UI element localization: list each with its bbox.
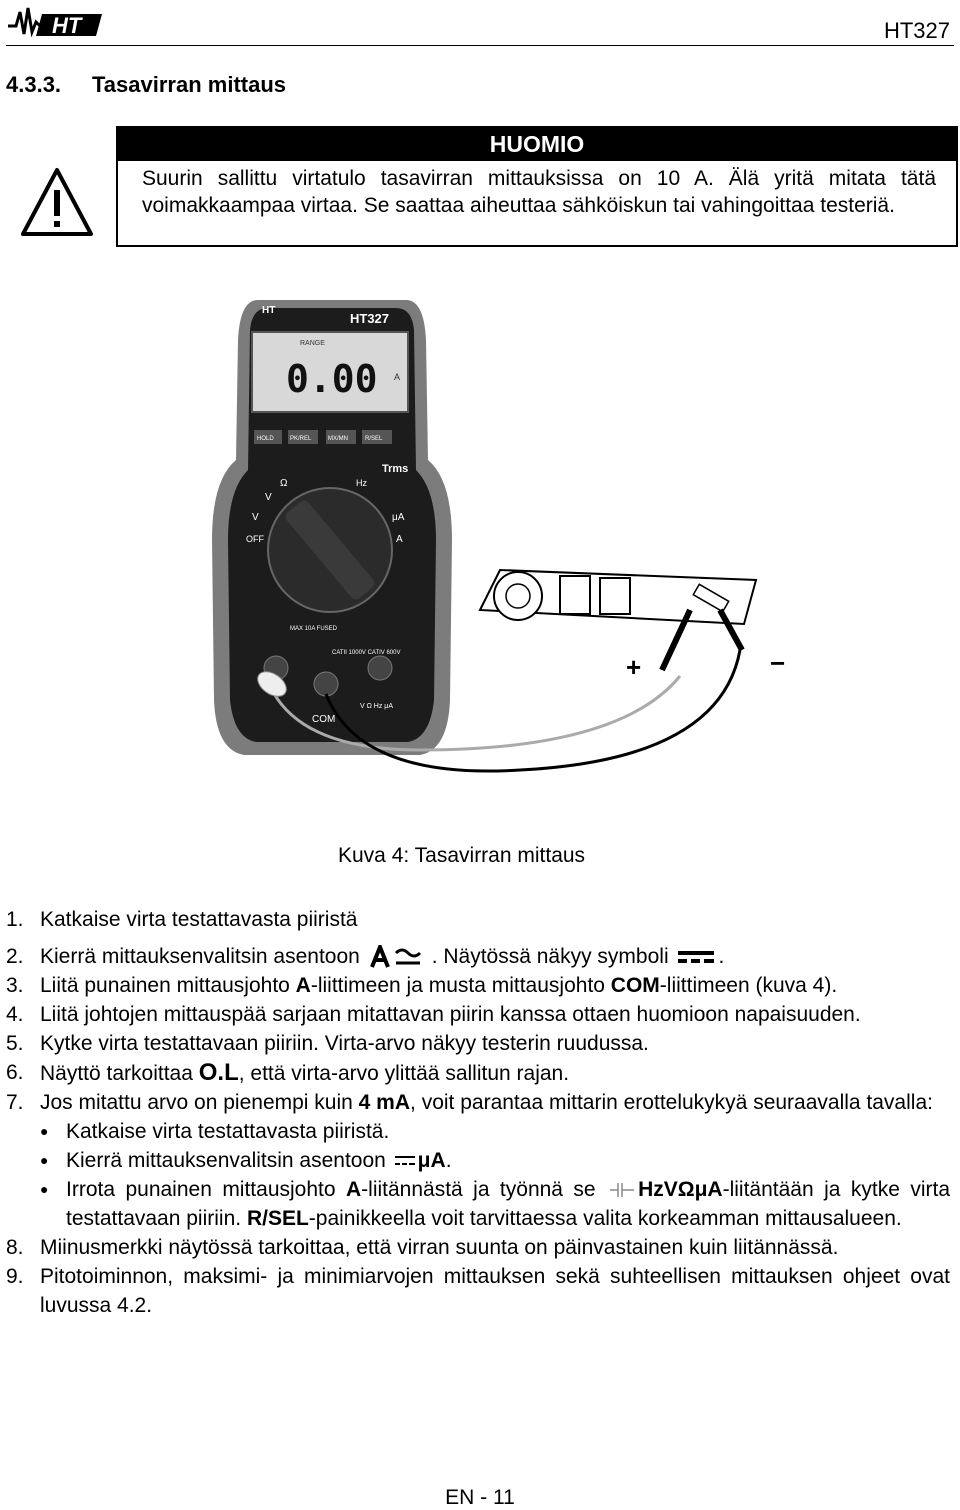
ht-logo	[6, 4, 106, 40]
ol-indicator: O.L	[198, 1059, 239, 1086]
warning-text: Suurin sallittu virtatulo tasavirran mittauksissa on 10 A. Älä yritä mitata tätä voimakkaampaa virtaa. Se saattaa aiheuttaa sähköiskun tai vahingoittaa testeriä.	[142, 167, 936, 217]
step-text: Liitä punainen mittausjohto A-liittimeen ja musta mittausjohto COM-liittimeen (kuva 4).	[40, 974, 838, 997]
step-7-bullets	[40, 1117, 950, 1233]
capacitor-diode-icon	[608, 1180, 636, 1200]
hold-label: HOLD	[257, 436, 274, 442]
meter-model: HT327	[350, 311, 390, 326]
logo-waveform	[8, 8, 40, 34]
bullet-icon: ●	[40, 1152, 49, 1168]
step-9	[6, 1262, 950, 1320]
section-number: 4.3.3.	[6, 72, 62, 97]
warning-title: HUOMIO	[118, 128, 956, 161]
plus-sign: +	[626, 652, 642, 682]
capacitor	[560, 576, 590, 614]
dial-trms: Trms	[382, 463, 409, 475]
step-2	[6, 942, 950, 971]
step-5	[6, 1029, 950, 1058]
display-value: 0.00	[286, 357, 378, 401]
step-6	[6, 1058, 950, 1088]
dial-label-ua: μA	[392, 512, 405, 523]
step-number: 8.	[6, 1236, 24, 1259]
display-range: RANGE	[300, 340, 325, 347]
bullet-item: ● Kierrä mittauksenvalitsin asentoon μA.	[40, 1146, 950, 1175]
dial-label-a: A	[396, 534, 403, 545]
terminal-a-label: MAX 10A FUSED	[290, 626, 338, 632]
minus-sign: −	[770, 648, 786, 678]
bullet-item: ● Irrota punainen mittausjohto A-liitännästä ja työnnä se HzVΩμA-liitäntään ja kytke virta testattavaan piiriin. R/SEL-painikkeella voit tarvittaessa valita korkeamman mittausalueen.	[40, 1175, 950, 1233]
step-4	[6, 1000, 950, 1029]
step-text: Kierrä mittauksenvalitsin asentoon . Näytössä näkyy symboli .	[40, 945, 725, 968]
step-number: 4.	[6, 1003, 24, 1026]
bullet-item: ● Katkaise virta testattavasta piiristä.	[40, 1117, 950, 1146]
step-number: 6.	[6, 1061, 24, 1084]
step-text: Liitä johtojen mittauspää sarjaan mitattavan piirin kanssa ottaen huomioon napaisuuden.	[40, 1003, 861, 1026]
step-text: Katkaise virta testattavasta piiristä	[40, 908, 358, 931]
section-title: Tasavirran mittaus	[92, 72, 287, 97]
multimeter-figure	[0, 280, 960, 820]
step-number: 2.	[6, 945, 24, 968]
step-number: 1.	[6, 908, 24, 931]
a-ac-dc-selector-icon	[368, 945, 430, 969]
step-number: 9.	[6, 1265, 24, 1288]
dc-symbol-icon	[676, 949, 716, 965]
warning-box	[116, 126, 958, 247]
rsel-label: R/SEL	[365, 436, 383, 442]
dial-label-ohm: Ω	[280, 478, 288, 489]
bullet-icon: ●	[40, 1181, 49, 1197]
step-number: 5.	[6, 1032, 24, 1055]
step-text: Pitotoiminnon, maksimi- ja minimiarvojen mittauksen sekä suhteellisen mittauksen ohjeet ovat luvussa 4.2.	[40, 1265, 950, 1317]
instruction-list	[6, 905, 950, 1320]
step-text: Näyttö tarkoittaa O.L, että virta-arvo ylittää sallitun rajan.	[40, 1059, 570, 1086]
figure-caption: Kuva 4: Tasavirran mittaus	[338, 844, 586, 867]
page-number: EN - 11	[445, 1486, 515, 1509]
section-heading	[6, 72, 286, 98]
meter-brand: HT	[262, 305, 276, 316]
step-7	[6, 1088, 950, 1117]
potentiometer	[494, 572, 542, 620]
step-8	[6, 1233, 950, 1262]
dc-small-icon	[394, 1154, 416, 1168]
mxmn-label: MX/MN	[328, 436, 348, 442]
dial-label-v: V	[265, 492, 272, 503]
logo-text: HT	[52, 13, 82, 38]
dial-label-hz: Hz	[356, 478, 367, 488]
dial-label-vdc: V	[252, 512, 259, 523]
step-number: 3.	[6, 974, 24, 997]
step-text: Kytke virta testattavaan piiriin. Virta-arvo näkyy testerin ruudussa.	[40, 1032, 649, 1055]
terminal-v-label: V Ω Hz μA	[360, 703, 393, 710]
step-number: 7.	[6, 1091, 24, 1114]
multimeter	[212, 300, 452, 755]
step-3	[6, 971, 950, 1000]
step-text: Miinusmerkki näytössä tarkoittaa, että virran suunta on päinvastainen kuin liitännässä.	[40, 1236, 839, 1259]
pkrel-label: PK/REL	[290, 436, 312, 442]
display-unit: A	[394, 372, 401, 382]
warning-icon	[20, 166, 94, 238]
circuit-board	[480, 570, 756, 624]
step-1	[6, 905, 950, 934]
header-divider	[6, 45, 954, 46]
terminal-cat-label: CATII 1000V CATIV 600V	[332, 650, 401, 656]
document-id: HT327	[883, 18, 950, 43]
battery	[600, 578, 630, 614]
step-text: Jos mitattu arvo on pienempi kuin 4 mA, voit parantaa mittarin erottelukykyä seuraavalla tavalla:	[40, 1091, 933, 1114]
dial-label-off: OFF	[246, 534, 264, 544]
terminal-com-label: COM	[312, 714, 336, 725]
bullet-icon: ●	[40, 1123, 49, 1139]
